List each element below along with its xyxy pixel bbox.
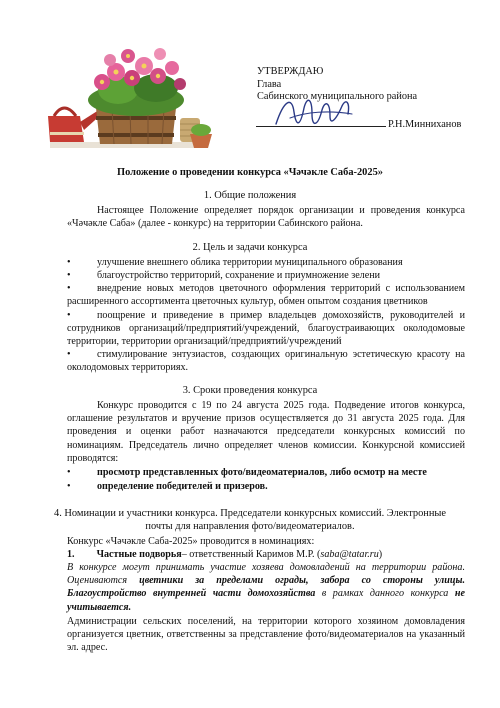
bullet-icon: • [67, 481, 71, 492]
conditions-text-1: В конкурсе могут принимать участие хозяева домовладений на территории района. Оцениваются [67, 562, 465, 587]
goal-item-3: внедрение новых методов цветочного оформления территорий с использованием расширенного ассортимента цветочных культур, обмен опытом создания цветников [67, 283, 465, 308]
goal-item-1: улучшение внешнего облика территории муниципального образования [97, 257, 403, 268]
signature-image [270, 90, 356, 134]
signature-line [256, 126, 386, 127]
participation-conditions [67, 561, 465, 614]
approval-position: Глава [257, 79, 282, 90]
nominations-intro: Конкурс «Чәчәкле Саба-2025» проводится в номинациях: [67, 536, 315, 547]
commission-task-1: просмотр представленных фото/видеоматериалов, либо осмотр на месте [97, 467, 427, 478]
bullet-icon: • [67, 310, 71, 321]
document-title: Положение о проведении конкурса «Чәчәкле Саба-2025» [117, 167, 383, 178]
nomination-number: 1. [67, 549, 75, 560]
approval-label: УТВЕРЖДАЮ [257, 66, 324, 77]
conditions-emphasis-3: не учитывается. [67, 588, 465, 613]
nomination-title: Частные подворья [96, 549, 182, 560]
commission-task-2: определение победителей и призеров. [97, 481, 268, 492]
section-4-heading: 4. Номинации и участники конкурса. Председатели конкурсных комиссий. Электронные [54, 508, 446, 519]
nomination-1 [67, 548, 465, 561]
watering-can-icon [48, 108, 104, 142]
section-1-heading: 1. Общие положения [203, 190, 297, 201]
conditions-emphasis-2: Благоустройство внутренней части домохозяйства [67, 588, 316, 600]
conditions-emphasis-1: цветники за пределами ограды, забора со стороны улицы. [139, 575, 465, 587]
administration-responsibility: Администрации сельских поселений, на территории которого хозяином домовладения организуется цветник, ответственны за представление фото/видеоматериалов на указанный эл. адрес. [67, 616, 465, 654]
conditions-text-2: в рамках данного конкурса [321, 588, 449, 600]
section-3-heading: 3. Сроки проведения конкурса [182, 385, 318, 396]
flower-pots-illustration [40, 38, 216, 154]
goal-item-2: благоустройство территорий, сохранение и приумножение зелени [97, 270, 381, 281]
nomination-responsible: – ответственный Каримов М.Р. ( [181, 549, 321, 560]
nomination-email-link[interactable]: saba@tatar.ru [320, 549, 379, 560]
bullet-icon: • [67, 349, 71, 360]
goal-item-4: поощрение и приведение в пример владельцев домохозяйств, руководителей и сотрудников организаций/предприятий/учреждений, благоустраивающих околодомовые территории, территории организаций/предприятий/учреждений [67, 310, 465, 348]
bullet-icon: • [67, 283, 71, 294]
goal-item-5: стимулирование энтузиастов, создающих оригинальную эстетическую красоту на околодомовых территориях. [67, 349, 465, 374]
section-1-text: Настоящее Положение определяет порядок организации и проведения конкурса «Чәчәкле Саба» (далее - конкурс) на территории Сабинского района. [67, 205, 465, 230]
bullet-icon: • [67, 257, 71, 268]
bullet-icon: • [67, 270, 71, 281]
approval-organization: Сабинского муниципального района [257, 91, 418, 102]
signatory-name: Р.Н.Минниханов [388, 119, 462, 130]
section-3-text: Конкурс проводится с 19 по 24 августа 2025 года. Подведение итогов конкурса, оглашение результатов и вручение призов осуществляется до 31 августа 2025 года. Для проведения и оценки работ назначаются председатели конкурсных комиссий по номинациям. Председатель лично определяет членов комиссии. Конкурсной комиссией проводятся: [67, 400, 465, 464]
nomination-close: ) [378, 549, 383, 560]
bullet-icon: • [67, 467, 71, 478]
section-2-heading: 2. Цель и задачи конкурса [192, 242, 308, 253]
section-4-heading-cont: почты для направления фото/видеоматериалов. [145, 521, 355, 532]
